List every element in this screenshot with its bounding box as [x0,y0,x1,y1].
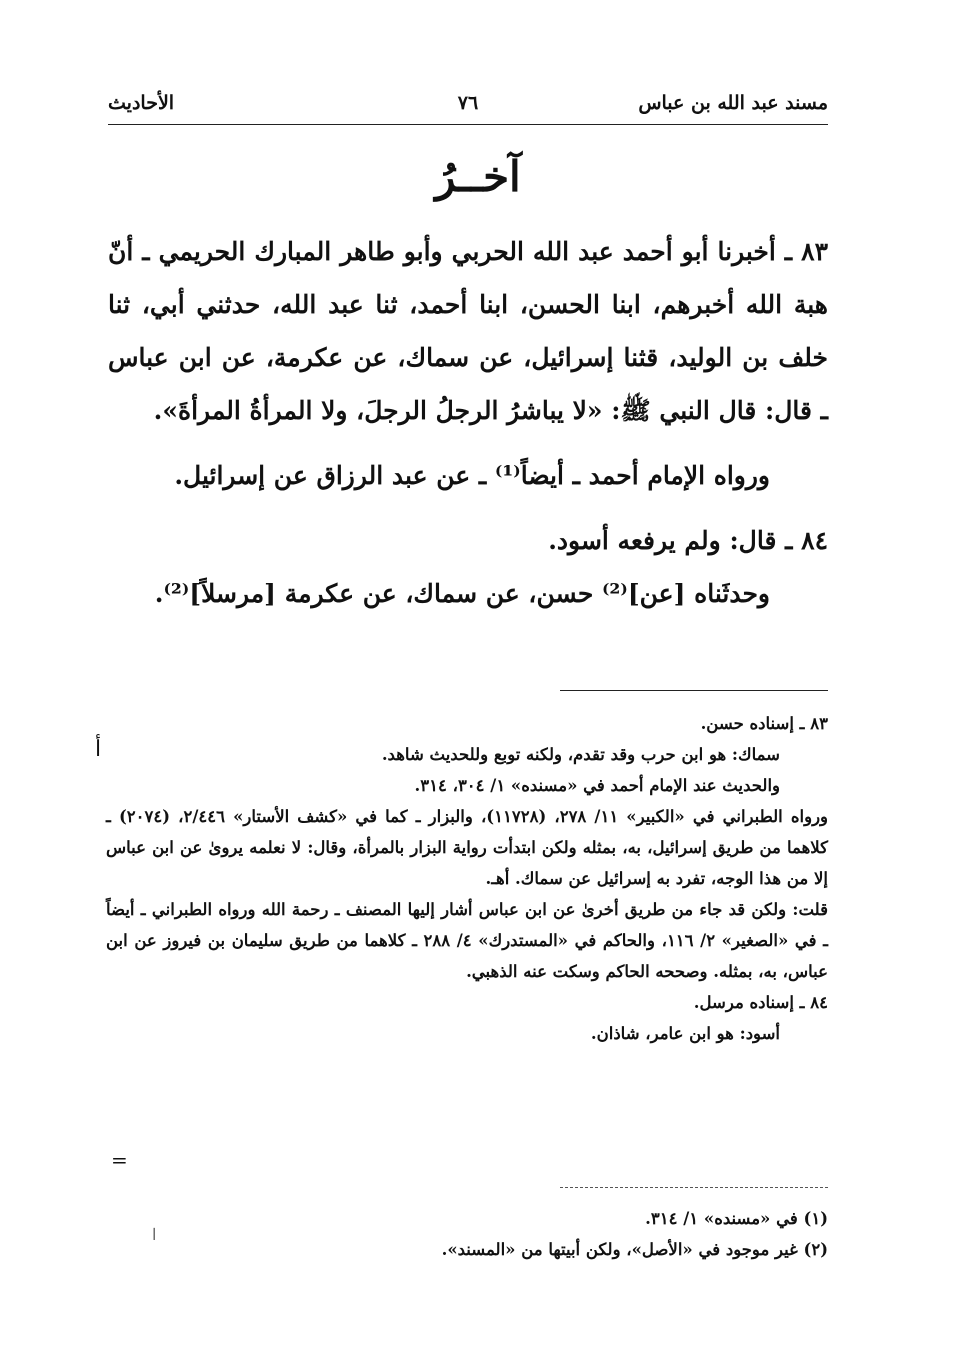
footnotes [106,1203,828,1265]
page-number: ٧٦ [457,92,479,114]
margin-mark-equals: = [111,1148,128,1172]
footnotes-rule [560,1187,828,1188]
note-83-paragraph: قلت: ولكن قد جاء من طريق أخرىٰ عن ابن عباس أشار إليها المصنف ـ رحمة الله ورواه الطبراني ـ أيضاً ـ في «الصغير» ٢/ ١١٦، والحاكم في «المستدرك» ٤/ ٢٨٨ ـ كلاهما من طريق سليمان بن فيروز عن ابن عباس، به، بمثله. وصححه الحاكم وسكت عنه الذهبي. [106,900,828,981]
running-header [108,92,828,122]
header-rule [108,124,828,125]
note-83-line: سماك: هو ابن حرب وقد تقدم، ولكنه توبع وللحديث شاهد. [381,745,780,764]
main-text [108,225,828,620]
note-83-paragraph: ورواه الطبراني في «الكبير» ١١/ ٢٧٨، (١١٧٢٨)، والبزار ـ كما في «كشف الأستار» ٢/٤٤٦، (٢٠٧٤) ـ كلاهما من طريق إسرائيل، به، بمثله ولكن ابتدأت رواية البزار بالمرأة، وقال: لا نعلمه يروىٰ عن ابن عباس إلا من هذا الوجه، تفرد به إسرائيل عن سماك. أهـ. [106,807,829,888]
header-section: الأحاديث [108,92,175,114]
header-book-title: مسند عبد الله بن عباس [638,92,828,114]
hadith-84: ٨٤ ـ قال: ولم يرفعه أسود. [548,526,828,555]
hadith-83-riwaya: ورواه الإمام أحمد ـ أيضاً⁽¹⁾ ـ عن عبد الرزاق عن إسرائيل. [174,461,770,490]
section-title: آخــرُ [435,152,521,201]
commentary-notes [106,708,828,1049]
note-83-heading: ٨٣ ـ إسناده حسن. [700,714,828,733]
hadith-84-line2: وحدثَناه [عن]⁽²⁾ حسن، عن سماك، عن عكرمة [مرسلاً]⁽²⁾. [154,579,770,608]
notes-rule [560,690,828,691]
note-84-line: أسود: هو ابن عامر، شاذان. [590,1024,780,1043]
margin-mark-tick: ا [152,1225,157,1244]
hadith-83: ٨٣ ـ أخبرنا أبو أحمد عبد الله الحربي وأبو طاهر المبارك الحريمي ـ أنّ هبة الله أخبرهم، ابنا الحسن، ابنا أحمد، ثنا عبد الله، حدثني أبي، ثنا خلف بن الوليد، قثنا إسرائيل، عن سماك، عن عكرمة، عن ابن عباس ـ قال: قال النبي ﷺ: «لا يباشرُ الرجلُ الرجلَ، ولا المرأةُ المرأةَ». [108,237,828,425]
footnote-1: (١) في «مسنده» ١/ ٣١٤. [645,1209,828,1228]
note-84-heading: ٨٤ ـ إسناده مرسل. [693,993,828,1012]
note-83-line: والحديث عند الإمام أحمد في «مسنده» ١/ ٣٠٤، ٣١٤. [414,776,780,795]
footnote-2: (٢) غير موجود في «الأصل»، ولكن أبيتها من «المسند». [441,1240,828,1259]
margin-mark-alif: أ [95,737,102,762]
